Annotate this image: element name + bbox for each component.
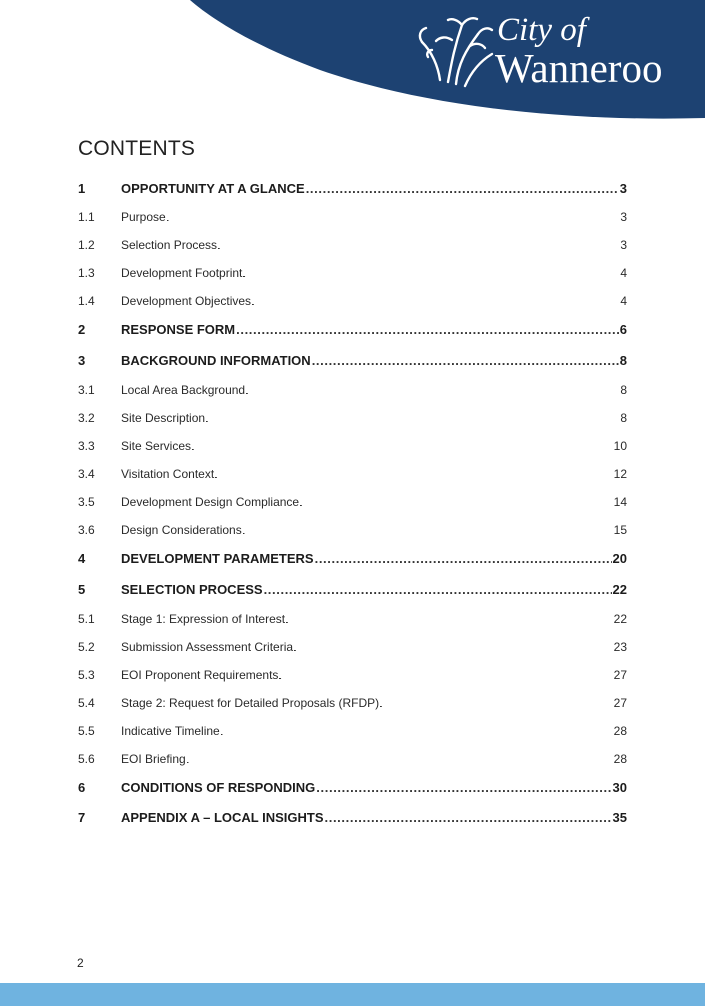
toc-entry-title: Site Services xyxy=(121,439,192,453)
toc-entry-number: 1 xyxy=(78,181,86,196)
toc-entry-title: Local Area Background xyxy=(121,383,246,397)
toc-entry-title: DEVELOPMENT PARAMETERS xyxy=(121,551,314,566)
toc-entry-number: 1.3 xyxy=(78,266,95,280)
toc-subsection-row[interactable] xyxy=(78,523,627,543)
toc-entry-title: Submission Assessment Criteria xyxy=(121,640,294,654)
toc-dot-leader xyxy=(218,241,619,251)
toc-subsection-row[interactable] xyxy=(78,210,627,230)
toc-entry-number: 1.2 xyxy=(78,238,95,252)
toc-entry-title: CONDITIONS OF RESPONDING xyxy=(121,780,316,795)
toc-dot-leader xyxy=(380,699,613,709)
toc-dot-leader xyxy=(325,810,612,825)
toc-entry-page: 23 xyxy=(613,640,627,654)
toc-entry-number: 3.3 xyxy=(78,439,95,453)
toc-section-row[interactable] xyxy=(78,810,627,830)
toc-entry-page: 3 xyxy=(620,238,627,252)
toc-section-row[interactable] xyxy=(78,551,627,571)
toc-entry-title: RESPONSE FORM xyxy=(121,322,236,337)
toc-entry-title: Design Considerations xyxy=(121,523,242,537)
toc-dot-leader xyxy=(286,615,613,625)
logo-line-wanneroo: Wanneroo xyxy=(495,45,663,91)
toc-entry-page: 35 xyxy=(612,810,627,825)
toc-entry-number: 5.4 xyxy=(78,696,95,710)
toc-dot-leader xyxy=(252,297,619,307)
toc-entry-number: 3.6 xyxy=(78,523,95,537)
toc-subsection-row[interactable] xyxy=(78,724,627,744)
toc-dot-leader xyxy=(264,582,612,597)
page-number: 2 xyxy=(77,956,84,970)
toc-entry-number: 1.4 xyxy=(78,294,95,308)
toc-entry-number: 6 xyxy=(78,780,86,795)
toc-section-row[interactable] xyxy=(78,181,627,201)
toc-entry-title: Indicative Timeline xyxy=(121,724,220,738)
toc-entry-page: 8 xyxy=(620,383,627,397)
toc-subsection-row[interactable] xyxy=(78,439,627,459)
toc-entry-number: 2 xyxy=(78,322,86,337)
logo-line-city-of: City of xyxy=(497,12,586,48)
toc-entry-title: SELECTION PROCESS xyxy=(121,582,263,597)
toc-entry-page: 28 xyxy=(613,724,627,738)
city-of-wanneroo-logo xyxy=(0,0,705,125)
toc-subsection-row[interactable] xyxy=(78,640,627,660)
toc-entry-page: 22 xyxy=(613,612,627,626)
toc-subsection-row[interactable] xyxy=(78,612,627,632)
toc-dot-leader xyxy=(294,643,613,653)
toc-entry-number: 5.2 xyxy=(78,640,95,654)
toc-subsection-row[interactable] xyxy=(78,383,627,403)
toc-subsection-row[interactable] xyxy=(78,411,627,431)
toc-dot-leader xyxy=(300,498,613,508)
toc-entry-page: 10 xyxy=(613,439,627,453)
toc-subsection-row[interactable] xyxy=(78,238,627,258)
toc-entry-page: 4 xyxy=(620,294,627,308)
toc-entry-number: 4 xyxy=(78,551,86,566)
toc-entry-number: 3.5 xyxy=(78,495,95,509)
toc-dot-leader xyxy=(246,386,619,396)
toc-entry-page: 15 xyxy=(613,523,627,537)
toc-dot-leader xyxy=(206,414,619,424)
toc-subsection-row[interactable] xyxy=(78,294,627,314)
toc-dot-leader xyxy=(192,442,613,452)
toc-entry-page: 12 xyxy=(613,467,627,481)
toc-subsection-row[interactable] xyxy=(78,668,627,688)
toc-entry-number: 5.5 xyxy=(78,724,95,738)
toc-entry-number: 3 xyxy=(78,353,86,368)
toc-entry-page: 28 xyxy=(613,752,627,766)
toc-entry-number: 1.1 xyxy=(78,210,95,224)
toc-entry-number: 7 xyxy=(78,810,86,825)
toc-entry-title: OPPORTUNITY AT A GLANCE xyxy=(121,181,305,196)
toc-entry-number: 5.3 xyxy=(78,668,95,682)
toc-dot-leader xyxy=(279,671,612,681)
toc-entry-number: 3.2 xyxy=(78,411,95,425)
toc-entry-title: Purpose xyxy=(121,210,166,224)
toc-entry-page: 8 xyxy=(619,353,627,368)
toc-subsection-row[interactable] xyxy=(78,696,627,716)
toc-entry-title: Visitation Context xyxy=(121,467,215,481)
toc-entry-number: 5.6 xyxy=(78,752,95,766)
toc-entry-title: APPENDIX A – LOCAL INSIGHTS xyxy=(121,810,324,825)
toc-entry-page: 3 xyxy=(619,181,627,196)
toc-dot-leader xyxy=(243,526,613,536)
toc-entry-title: Stage 1: Expression of Interest xyxy=(121,612,286,626)
toc-section-row[interactable] xyxy=(78,780,627,800)
toc-subsection-row[interactable] xyxy=(78,495,627,515)
toc-entry-page: 27 xyxy=(613,668,627,682)
toc-section-row[interactable] xyxy=(78,322,627,342)
toc-entry-page: 20 xyxy=(612,551,627,566)
toc-entry-title: Development Design Compliance xyxy=(121,495,300,509)
toc-subsection-row[interactable] xyxy=(78,266,627,286)
toc-entry-title: Site Description xyxy=(121,411,206,425)
toc-section-row[interactable] xyxy=(78,582,627,602)
toc-dot-leader xyxy=(306,181,619,196)
toc-entry-title: EOI Proponent Requirements xyxy=(121,668,279,682)
toc-dot-leader xyxy=(243,269,619,279)
toc-section-row[interactable] xyxy=(78,353,627,373)
toc-dot-leader xyxy=(316,780,611,795)
toc-dot-leader xyxy=(187,755,613,765)
toc-entry-title: Selection Process xyxy=(121,238,218,252)
toc-entry-page: 3 xyxy=(620,210,627,224)
toc-entry-number: 5 xyxy=(78,582,86,597)
toc-entry-title: EOI Briefing xyxy=(121,752,186,766)
contents-heading: CONTENTS xyxy=(78,137,196,160)
toc-entry-title: Development Objectives xyxy=(121,294,252,308)
toc-entry-title: Development Footprint xyxy=(121,266,243,280)
footer-bar xyxy=(0,983,705,1006)
toc-entry-page: 4 xyxy=(620,266,627,280)
toc-entry-page: 22 xyxy=(612,582,627,597)
toc-entry-page: 6 xyxy=(619,322,627,337)
toc-dot-leader xyxy=(221,727,613,737)
toc-entry-number: 5.1 xyxy=(78,612,95,626)
toc-dot-leader xyxy=(236,322,619,337)
toc-entry-page: 8 xyxy=(620,411,627,425)
toc-dot-leader xyxy=(315,551,612,566)
toc-dot-leader xyxy=(167,213,620,223)
toc-dot-leader xyxy=(312,353,619,368)
toc-entry-page: 27 xyxy=(613,696,627,710)
toc-entry-number: 3.4 xyxy=(78,467,95,481)
toc-subsection-row[interactable] xyxy=(78,467,627,487)
toc-entry-page: 30 xyxy=(612,780,627,795)
toc-entry-title: Stage 2: Request for Detailed Proposals (RFDP) xyxy=(121,696,380,710)
toc-entry-title: BACKGROUND INFORMATION xyxy=(121,353,311,368)
toc-entry-number: 3.1 xyxy=(78,383,95,397)
toc-entry-page: 14 xyxy=(613,495,627,509)
toc-subsection-row[interactable] xyxy=(78,752,627,772)
toc-dot-leader xyxy=(215,470,612,480)
